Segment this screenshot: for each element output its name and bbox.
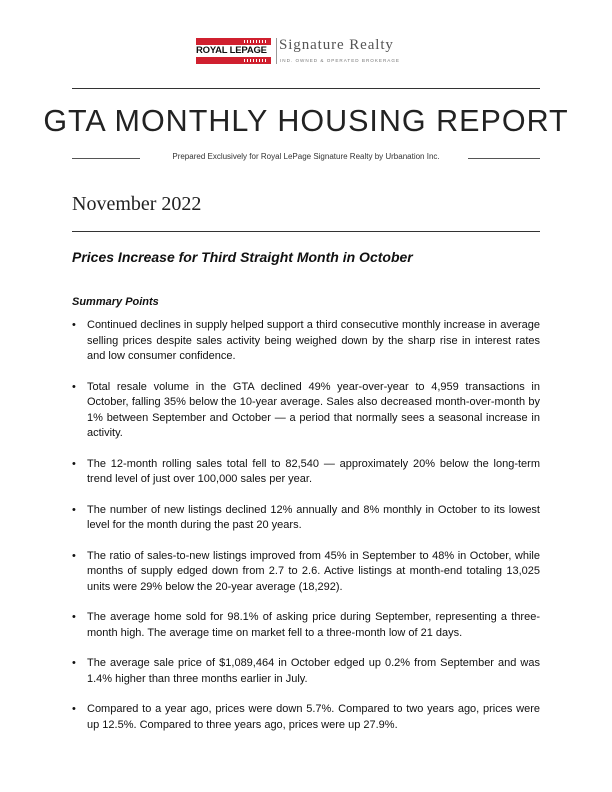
logo-divider xyxy=(276,38,277,64)
logo-stripes-top xyxy=(244,40,266,43)
bullet-icon: • xyxy=(72,549,76,562)
summary-point xyxy=(72,656,540,687)
summary-title: Summary Points xyxy=(72,296,159,308)
bullet-icon: • xyxy=(72,319,76,331)
summary-list xyxy=(72,318,540,748)
summary-point xyxy=(72,503,540,534)
royal-lepage-logo xyxy=(196,38,271,64)
section-rule xyxy=(72,231,540,232)
summary-point-text: The average home sold for 98.1% of asking price during September, representing a three-month high. The average time on market fell to a three-month low of 21 days. xyxy=(87,611,540,639)
top-rule xyxy=(72,88,540,89)
headline: Prices Increase for Third Straight Month in October xyxy=(72,249,413,265)
bullet-icon: • xyxy=(72,457,76,470)
summary-point xyxy=(72,318,540,365)
report-title: GTA MONTHLY HOUSING REPORT xyxy=(43,104,569,138)
summary-point-text: Compared to a year ago, prices were down 5.7%. Compared to two years ago, prices were up 12.5%. Compared to three years ago, prices were up 27.9%. xyxy=(87,703,540,731)
summary-point xyxy=(72,702,540,733)
logo-company-name: Signature Realty xyxy=(279,37,394,53)
summary-point-text: The number of new listings declined 12% annually and 8% monthly in October to its lowest level for the month during the past 20 years. xyxy=(87,503,540,531)
summary-point-text: Continued declines in supply helped support a third consecutive monthly increase in average selling prices despite sales activity being weighed down by the sharp rise in interest rates and low consumer confidence. xyxy=(87,319,540,362)
bullet-icon: • xyxy=(72,611,76,623)
report-month: November 2022 xyxy=(72,193,202,215)
summary-point xyxy=(72,549,540,596)
summary-point-text: The 12-month rolling sales total fell to 82,540 — approximately 20% below the long-term trend level of just over 100,000 sales per year. xyxy=(87,457,540,485)
company-logo xyxy=(196,38,426,72)
summary-point xyxy=(72,610,540,641)
summary-point xyxy=(72,380,540,442)
summary-point-text: Total resale volume in the GTA declined 49% year-over-year to 4,959 transactions in October, falling 35% below the 10-year average. Sales also decreased month-over-month by 1% between September and October — a period that normally sees a seasonal increase in activity. xyxy=(87,380,540,439)
logo-stripes-bottom xyxy=(244,59,266,62)
logo-tagline: IND. OWNED & OPERATED BROKERAGE xyxy=(280,58,400,63)
logo-brand-text: ROYAL LEPAGE xyxy=(196,45,267,56)
summary-point-text: The ratio of sales-to-new listings improved from 45% in September to 48% in October, while months of supply edged down from 2.7 to 2.6. Active listings at month-end totaling 13,025 units were 29% below the 20-year average (18,292). xyxy=(87,549,540,593)
bullet-icon: • xyxy=(72,380,76,393)
summary-point-text: The average sale price of $1,089,464 in October edged up 0.2% from September and was 1.4% higher than three months earlier in July. xyxy=(87,657,540,685)
prepared-by: Prepared Exclusively for Royal LePage Signature Realty by Urbanation Inc. xyxy=(172,152,440,161)
bullet-icon: • xyxy=(72,503,76,516)
bullet-icon: • xyxy=(72,657,76,669)
summary-point xyxy=(72,457,540,488)
prepared-rule-right xyxy=(468,158,540,159)
bullet-icon: • xyxy=(72,703,76,715)
